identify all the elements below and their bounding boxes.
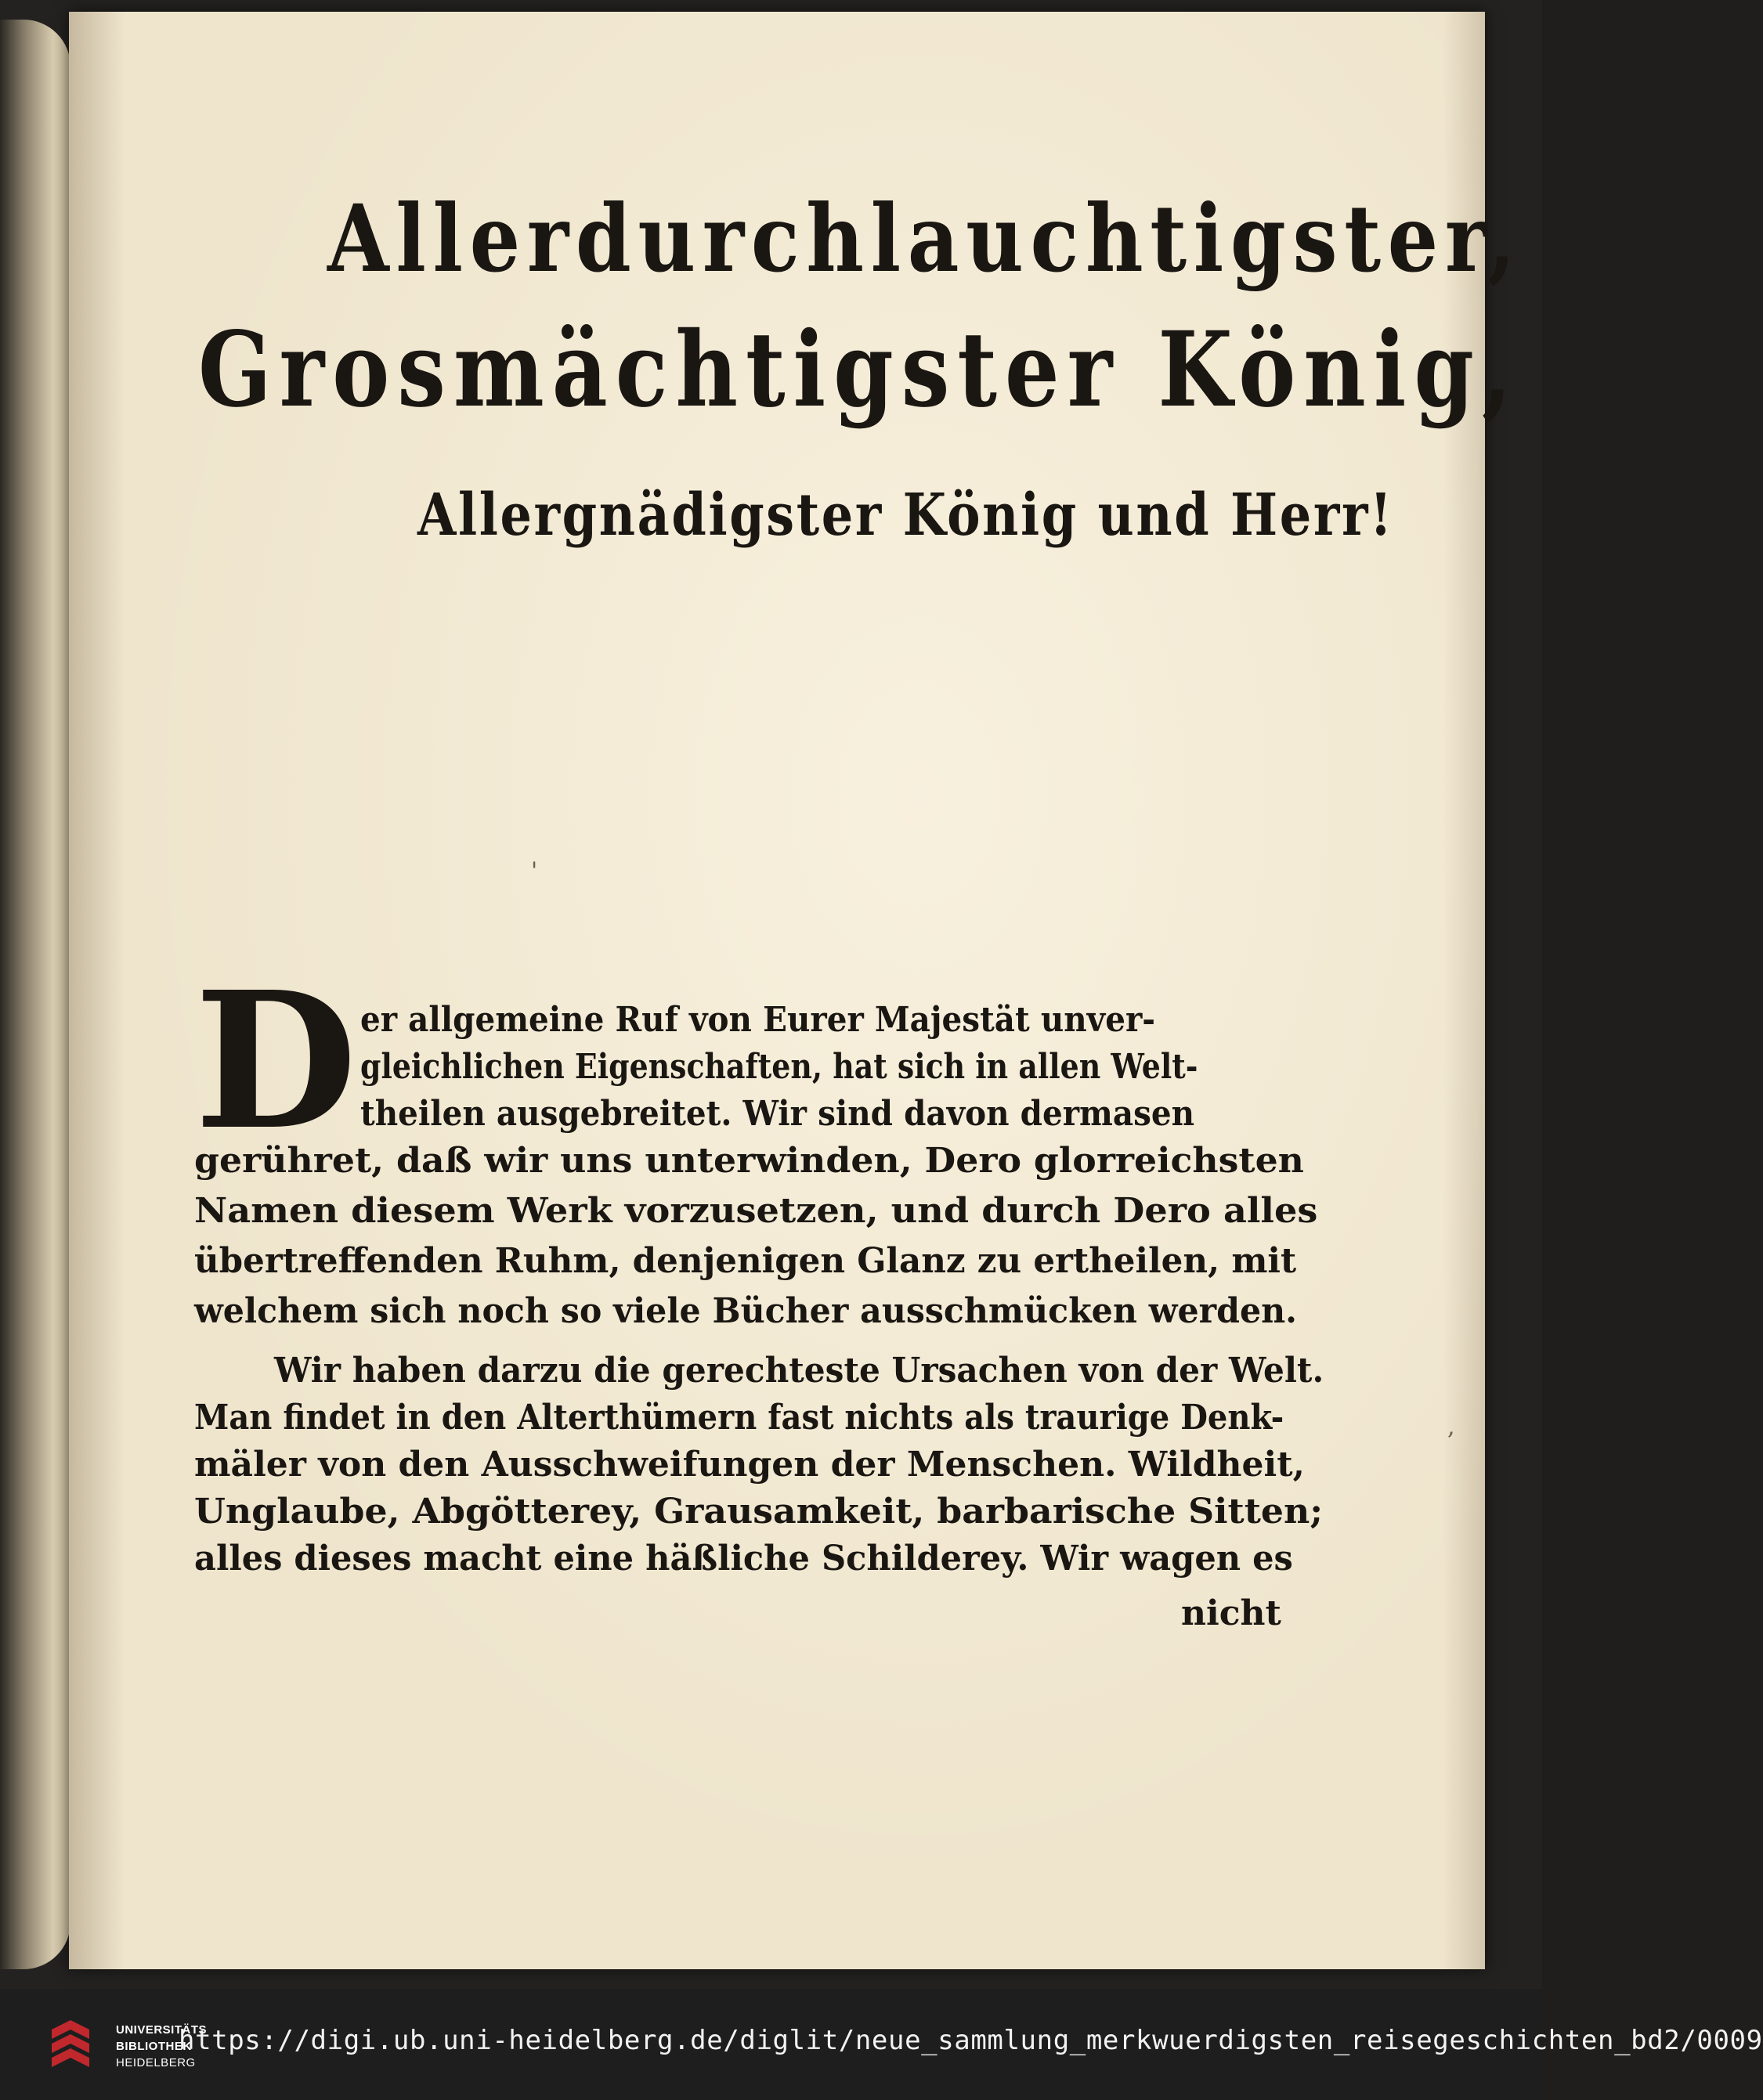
body-line: er allgemeine Ruf von Eurer Majestät unver- <box>360 1000 1156 1040</box>
library-book-logo-icon <box>49 2020 92 2072</box>
body-line: theilen ausgebreitet. Wir sind davon dermasen <box>360 1094 1195 1134</box>
page-speck: , <box>1447 1413 1455 1441</box>
heading-line-2: Grosmächtigster König, <box>198 309 1520 431</box>
book-page <box>69 12 1523 1969</box>
viewer-footer <box>0 1989 1763 2100</box>
library-name-line-2: BIBLIOTHEK <box>116 2040 192 2053</box>
heading-line-3: Allergnädigster König und Herr! <box>417 482 1394 549</box>
heading-line-1: Allerdurchlauchtigster, <box>327 184 1523 293</box>
catchword: nicht <box>1181 1593 1281 1633</box>
body-line: gleichlichen Eigenschaften, hat sich in allen Welt- <box>360 1047 1198 1087</box>
library-name-line-3: HEIDELBERG <box>116 2056 196 2069</box>
permalink-url[interactable]: https://digi.ub.uni-heidelberg.de/diglit/neue_sammlung_merkwuerdigsten_reisegeschichten_bd2/0009 <box>179 2025 1763 2056</box>
body-line: gerühret, daß wir uns unterwinden, Dero glorreichsten <box>194 1141 1304 1181</box>
body-line: Wir haben darzu die gerechteste Ursachen von der Welt. <box>274 1351 1324 1391</box>
library-logo[interactable] <box>31 2003 208 2089</box>
page-speck: ' <box>531 857 538 885</box>
body-line: Man findet in den Alterthümern fast nichts als traurige Denk- <box>194 1398 1284 1438</box>
drop-cap: D <box>194 951 358 1171</box>
body-line: übertreffenden Ruhm, denjenigen Glanz zu ertheilen, mit <box>194 1241 1297 1281</box>
body-line: alles dieses macht eine häßliche Schilderey. Wir wagen es <box>194 1539 1293 1579</box>
library-name-line-1: UNIVERSITÄTS <box>116 2023 208 2037</box>
left-page-edge <box>0 20 70 1969</box>
body-line: welchem sich noch so viele Bücher ausschmücken werden. <box>194 1291 1297 1331</box>
page-content <box>69 12 1523 1969</box>
body-line: mäler von den Ausschweifungen der Menschen. Wildheit, <box>194 1445 1305 1485</box>
body-line: Unglaube, Abgötterey, Grausamkeit, barbarische Sitten; <box>194 1492 1324 1532</box>
body-line: Namen diesem Werk vorzusetzen, und durch Dero alles <box>194 1191 1318 1231</box>
